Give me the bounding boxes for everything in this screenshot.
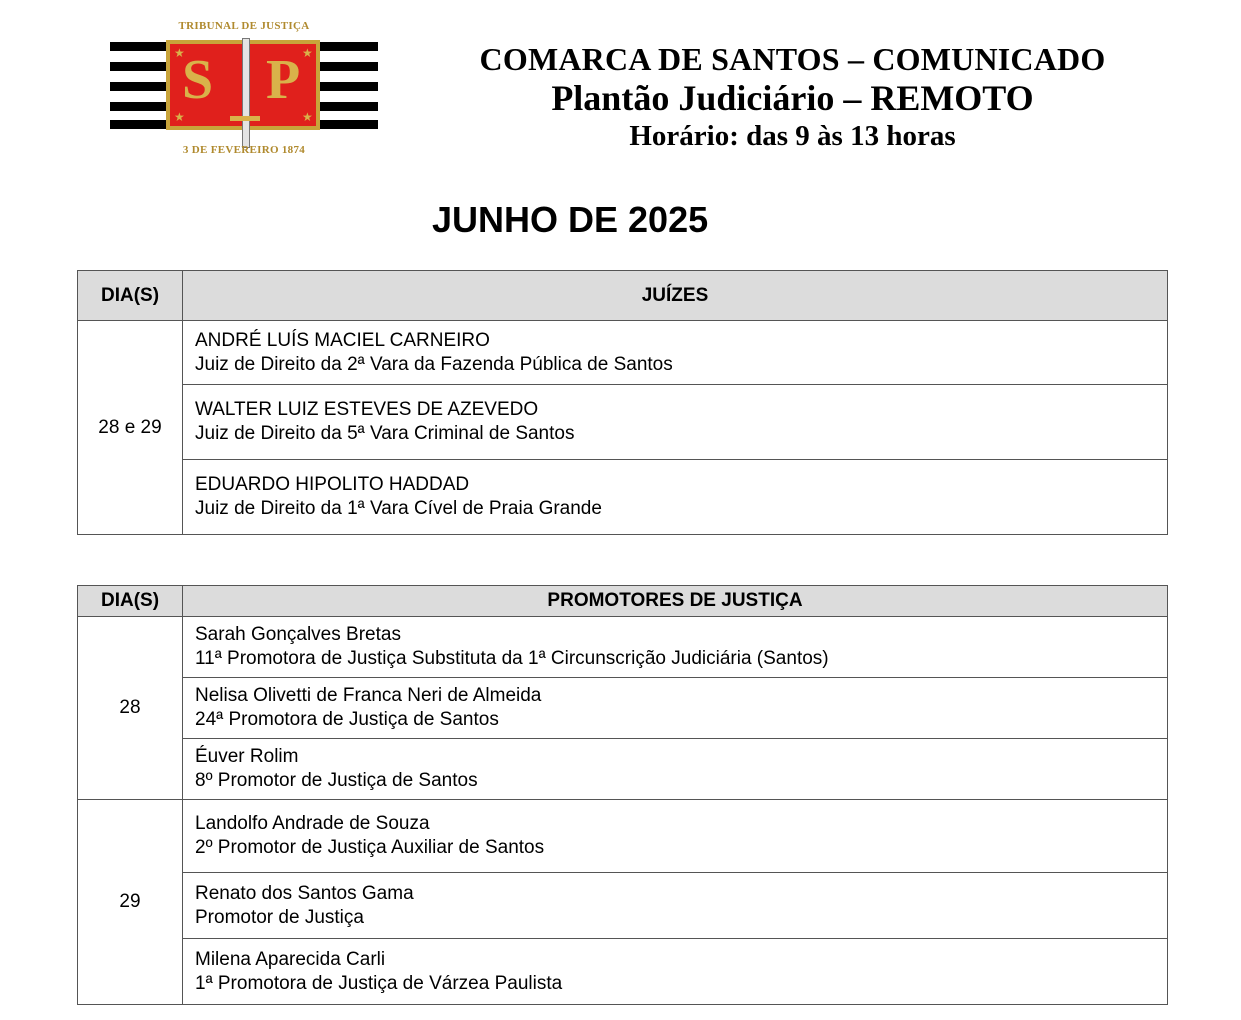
table-row [78,800,1168,873]
judge-role: Juiz de Direito da 1ª Vara Cível de Praia Grande [195,498,602,519]
table-row [78,460,1168,535]
column-header-days: DIA(S) [78,586,183,617]
prosecutor-name: Renato dos Santos Gama [195,882,414,904]
table-row [78,385,1168,460]
judge-cell [183,321,1168,385]
star-icon: ★ [174,110,185,124]
prosecutor-name: Milena Aparecida Carli [195,948,386,970]
logo-letter-p: P [266,49,301,111]
prosecutor-name: Nelisa Olivetti de Franca Neri de Almeida [195,685,542,706]
plantao-title: Plantão Judiciário – REMOTO [551,78,1034,118]
table-header-row [78,271,1168,321]
prosecutor-role: 11ª Promotora de Justiça Substituta da 1ª Circunscrição Judiciária (Santos) [195,648,829,669]
judge-name: ANDRÉ LUÍS MACIEL CARNEIRO [195,329,490,351]
column-header-prosecutors: PROMOTORES DE JUSTIÇA [183,586,1168,617]
comarca-title: COMARCA DE SANTOS – COMUNICADO [479,41,1106,77]
prosecutor-name: Sarah Gonçalves Bretas [195,624,401,645]
star-icon: ★ [302,46,313,60]
prosecutor-name: Landolfo Andrade de Souza [195,813,430,834]
logo-letter-s: S [182,49,214,111]
judge-role: Juiz de Direito da 2ª Vara da Fazenda Pública de Santos [195,353,673,375]
prosecutor-role: 8º Promotor de Justiça de Santos [195,770,478,791]
month-title: JUNHO DE 2025 [432,199,709,240]
table-row [78,321,1168,385]
prosecutor-cell [183,678,1168,739]
table-row [78,873,1168,939]
day-cell: 28 [78,617,183,800]
column-header-days: DIA(S) [78,271,183,321]
logo-top-text: TRIBUNAL DE JUSTIÇA [178,20,310,32]
judge-name: WALTER LUIZ ESTEVES DE AZEVEDO [195,399,539,420]
prosecutor-role: 1ª Promotora de Justiça de Várzea Paulista [195,972,563,994]
table-row [78,678,1168,739]
logo-bottom-text: 3 DE FEVEREIRO 1874 [182,144,306,156]
logo-shield [166,40,320,130]
judge-role: Juiz de Direito da 5ª Vara Criminal de Santos [195,423,575,444]
judge-cell [183,460,1168,535]
star-icon: ★ [174,46,185,60]
tjsp-logo [110,18,378,158]
table-row [78,617,1168,678]
judges-table [77,270,1168,535]
table-header-row [78,586,1168,617]
sword-icon [242,38,250,148]
judge-cell [183,385,1168,460]
star-icon: ★ [302,110,313,124]
sword-hilt-icon [230,116,260,121]
table-row [78,939,1168,1005]
day-cell: 29 [78,800,183,1005]
prosecutors-table [77,585,1168,1005]
prosecutor-cell [183,873,1168,939]
prosecutor-cell [183,939,1168,1005]
column-header-judges: JUÍZES [183,271,1168,321]
prosecutor-cell [183,739,1168,800]
day-cell: 28 e 29 [78,321,183,535]
prosecutor-cell [183,617,1168,678]
table-row [78,739,1168,800]
prosecutor-role: 24ª Promotora de Justiça de Santos [195,709,499,730]
schedule-hours: Horário: das 9 às 13 horas [629,120,956,152]
judge-name: EDUARDO HIPOLITO HADDAD [195,474,470,495]
prosecutor-role: Promotor de Justiça [195,906,364,928]
document-title-block [440,40,1145,154]
prosecutor-role: 2º Promotor de Justiça Auxiliar de Santos [195,837,545,858]
prosecutor-name: Éuver Rolim [195,746,299,767]
prosecutor-cell [183,800,1168,873]
